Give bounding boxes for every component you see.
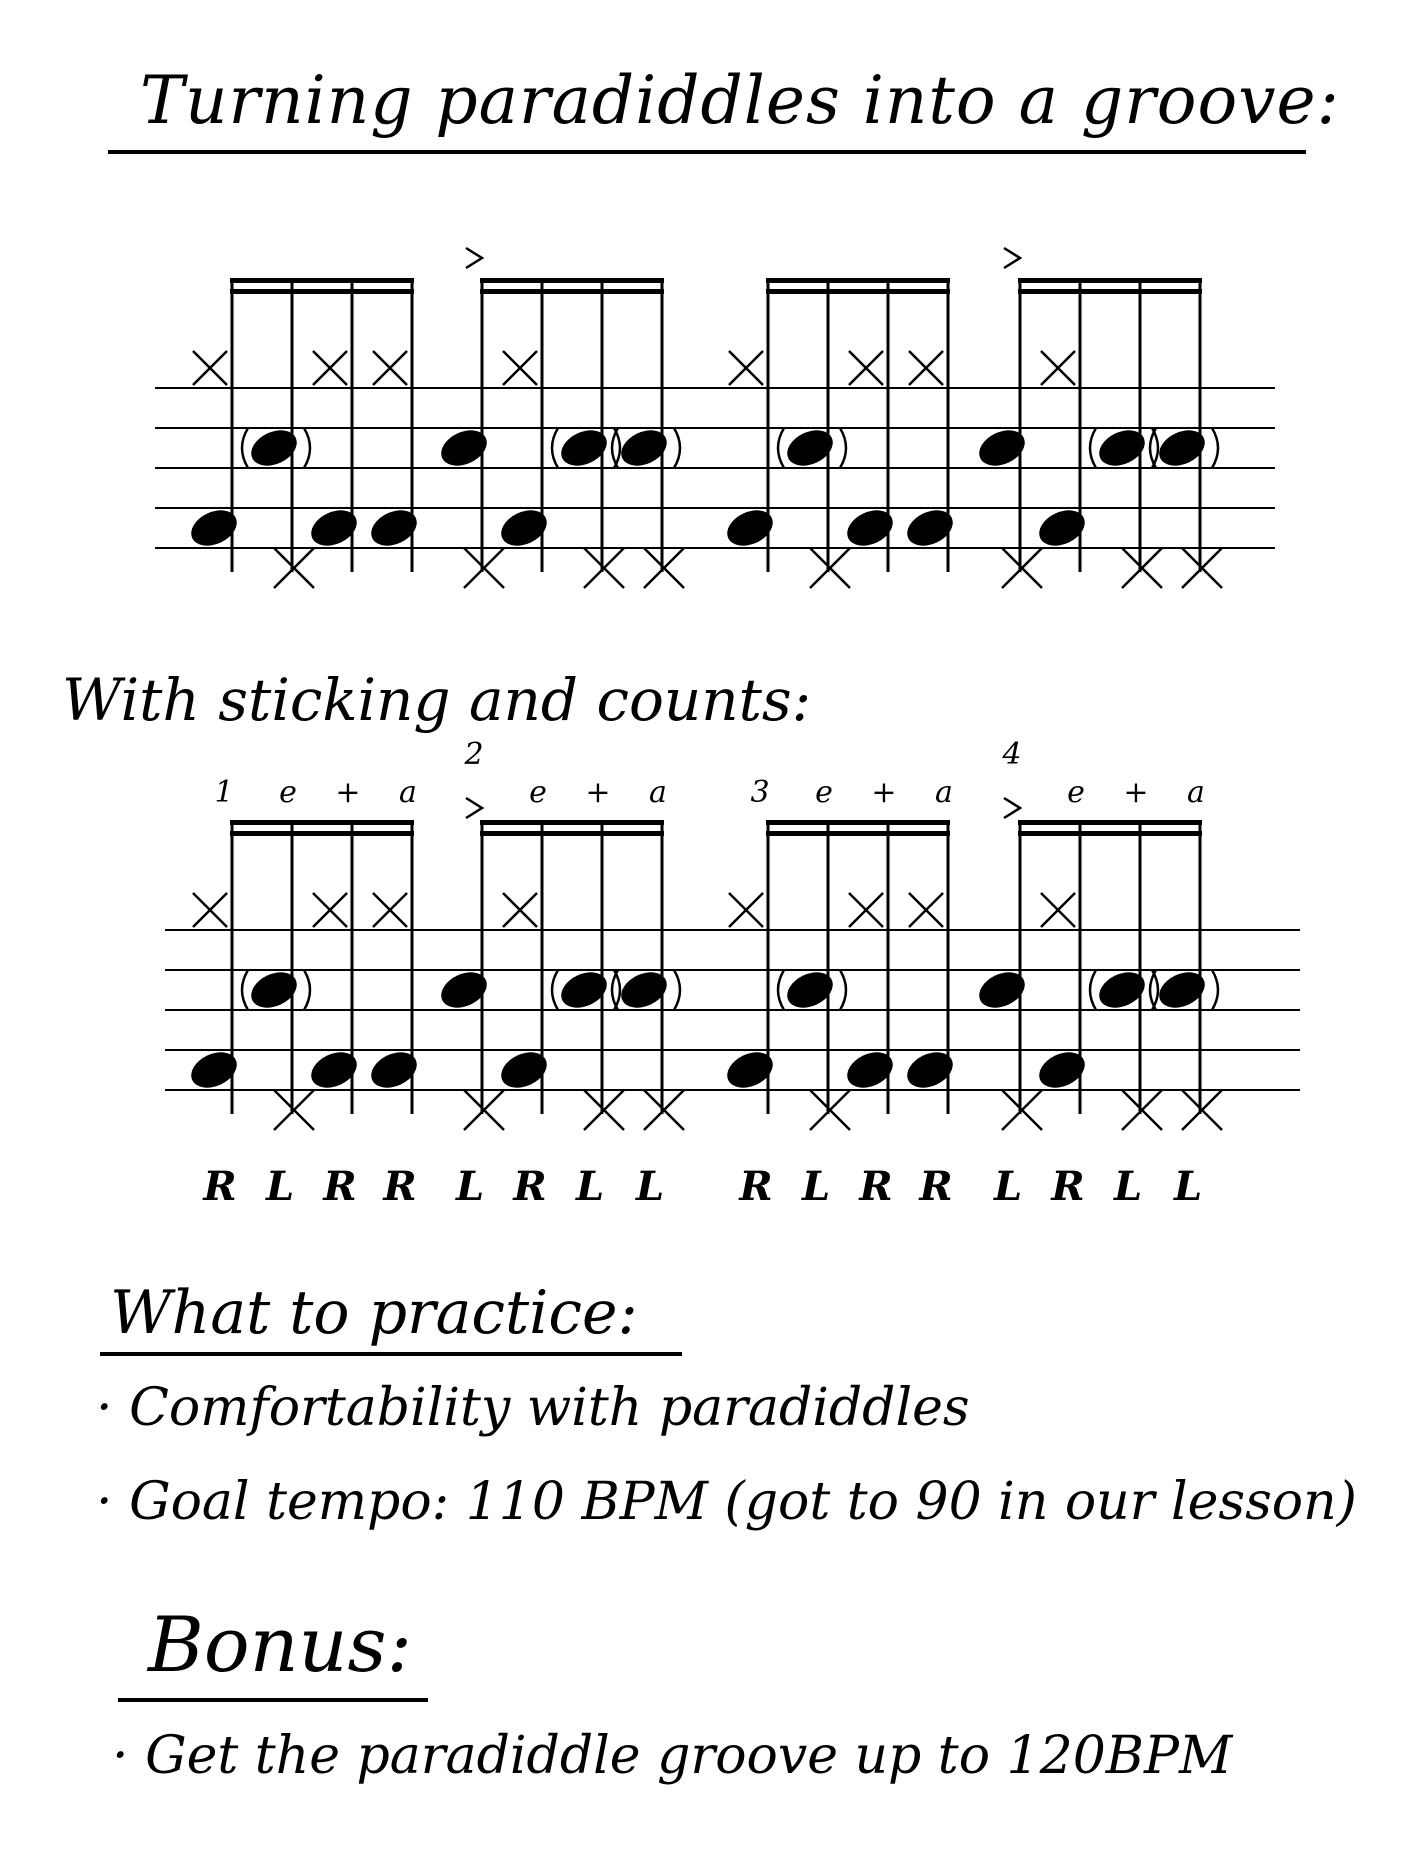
ghost-paren bbox=[674, 428, 680, 468]
sticking-letter: L bbox=[265, 1163, 295, 1210]
hihat-note bbox=[729, 893, 763, 927]
bass-note bbox=[721, 1045, 778, 1094]
practice-item-text: Comfortability with paradiddles bbox=[129, 1378, 970, 1438]
snare-note bbox=[615, 965, 672, 1014]
note-beam bbox=[480, 289, 664, 294]
bass-note bbox=[365, 503, 422, 552]
ghost-paren bbox=[304, 428, 310, 468]
note-beam bbox=[766, 831, 950, 836]
subdivision-count: e bbox=[279, 775, 297, 810]
hihat-note bbox=[1002, 548, 1042, 588]
bass-note bbox=[305, 1045, 362, 1094]
sticking-letter: L bbox=[455, 1163, 485, 1210]
practice-underline bbox=[100, 1352, 682, 1356]
hihat-note bbox=[729, 351, 763, 385]
ghost-paren bbox=[242, 970, 248, 1010]
practice-item: · Comfortability with paradiddles bbox=[96, 1378, 970, 1438]
beat-count: 2 bbox=[464, 740, 484, 772]
bass-note bbox=[901, 503, 958, 552]
ghost-paren bbox=[304, 970, 310, 1010]
hihat-note bbox=[1182, 1090, 1222, 1130]
subdivision-count: + bbox=[585, 775, 611, 810]
title-underline bbox=[108, 150, 1306, 154]
hihat-note bbox=[644, 1090, 684, 1130]
snare-note bbox=[435, 423, 492, 472]
snare-note bbox=[245, 423, 302, 472]
snare-note bbox=[1093, 965, 1150, 1014]
accent-mark bbox=[1004, 798, 1020, 818]
sticking-letter: R bbox=[859, 1163, 893, 1210]
bass-note bbox=[1033, 1045, 1090, 1094]
note-beam bbox=[766, 278, 950, 283]
snare-note bbox=[555, 965, 612, 1014]
ghost-paren bbox=[778, 970, 784, 1010]
hihat-note bbox=[644, 548, 684, 588]
hihat-note bbox=[909, 893, 943, 927]
ghost-paren bbox=[1212, 428, 1218, 468]
snare-note bbox=[245, 965, 302, 1014]
subdivision-count: + bbox=[871, 775, 897, 810]
bass-note bbox=[495, 1045, 552, 1094]
subdivision-count: e bbox=[815, 775, 833, 810]
accent-mark bbox=[466, 798, 482, 818]
sticking-letter: R bbox=[513, 1163, 547, 1210]
sticking-letter: R bbox=[739, 1163, 773, 1210]
groove-notation-with-counts bbox=[0, 740, 1404, 1230]
bass-note bbox=[305, 503, 362, 552]
hihat-note bbox=[909, 351, 943, 385]
sticking-letter: R bbox=[919, 1163, 953, 1210]
bass-note bbox=[721, 503, 778, 552]
snare-note bbox=[781, 965, 838, 1014]
subdivision-count: + bbox=[1123, 775, 1149, 810]
hihat-note bbox=[313, 893, 347, 927]
sticking-letter: L bbox=[635, 1163, 665, 1210]
hihat-note bbox=[849, 351, 883, 385]
hihat-note bbox=[1182, 548, 1222, 588]
beat-count: 4 bbox=[1002, 740, 1022, 772]
bass-note bbox=[495, 503, 552, 552]
snare-note bbox=[1153, 965, 1210, 1014]
practice-item: · Goal tempo: 110 BPM (got to 90 in our lesson) bbox=[96, 1472, 1357, 1532]
note-beam bbox=[230, 820, 414, 825]
subdivision-count: a bbox=[935, 775, 953, 810]
hihat-note bbox=[193, 893, 227, 927]
snare-note bbox=[615, 423, 672, 472]
hihat-note bbox=[1122, 1090, 1162, 1130]
hihat-note bbox=[1002, 1090, 1042, 1130]
bass-note bbox=[185, 503, 242, 552]
note-beam bbox=[766, 289, 950, 294]
subdivision-count: e bbox=[1067, 775, 1085, 810]
subdivision-count: + bbox=[335, 775, 361, 810]
hihat-note bbox=[313, 351, 347, 385]
bass-note bbox=[901, 1045, 958, 1094]
sticking-letter: L bbox=[1173, 1163, 1203, 1210]
sticking-letter: R bbox=[1051, 1163, 1085, 1210]
ghost-paren bbox=[552, 970, 558, 1010]
section-subtitle: With sticking and counts: bbox=[62, 666, 812, 734]
bonus-item: · Get the paradiddle groove up to 120BPM bbox=[112, 1726, 1233, 1786]
hihat-note bbox=[274, 1090, 314, 1130]
subdivision-count: a bbox=[399, 775, 417, 810]
sticking-letter: R bbox=[203, 1163, 237, 1210]
note-beam bbox=[1018, 289, 1202, 294]
hihat-note bbox=[373, 893, 407, 927]
subdivision-count: a bbox=[1187, 775, 1205, 810]
note-beam bbox=[230, 289, 414, 294]
snare-note bbox=[973, 965, 1030, 1014]
bonus-item-text: Get the paradiddle groove up to 120BPM bbox=[145, 1726, 1233, 1786]
ghost-paren bbox=[242, 428, 248, 468]
subdivision-count: e bbox=[529, 775, 547, 810]
hihat-note bbox=[584, 548, 624, 588]
practice-item-text: Goal tempo: 110 BPM (got to 90 in our lesson) bbox=[129, 1472, 1357, 1532]
hihat-note bbox=[584, 1090, 624, 1130]
bass-note bbox=[365, 1045, 422, 1094]
hihat-note bbox=[274, 548, 314, 588]
hihat-note bbox=[464, 1090, 504, 1130]
sticking-letter: L bbox=[1113, 1163, 1143, 1210]
ghost-paren bbox=[1090, 970, 1096, 1010]
note-beam bbox=[230, 831, 414, 836]
snare-note bbox=[1153, 423, 1210, 472]
bass-note bbox=[841, 503, 898, 552]
snare-note bbox=[555, 423, 612, 472]
bonus-underline bbox=[118, 1698, 428, 1702]
ghost-paren bbox=[674, 970, 680, 1010]
ghost-paren bbox=[778, 428, 784, 468]
beat-count: 1 bbox=[214, 775, 234, 810]
hihat-note bbox=[503, 351, 537, 385]
snare-note bbox=[781, 423, 838, 472]
note-beam bbox=[1018, 278, 1202, 283]
hihat-note bbox=[193, 351, 227, 385]
hihat-note bbox=[503, 893, 537, 927]
ghost-paren bbox=[1212, 970, 1218, 1010]
subdivision-count: a bbox=[649, 775, 667, 810]
hihat-note bbox=[849, 893, 883, 927]
bass-note bbox=[1033, 503, 1090, 552]
snare-note bbox=[1093, 423, 1150, 472]
groove-notation bbox=[0, 220, 1404, 600]
sticking-letter: L bbox=[993, 1163, 1023, 1210]
bass-note bbox=[841, 1045, 898, 1094]
bass-note bbox=[185, 1045, 242, 1094]
accent-mark bbox=[1004, 248, 1020, 268]
ghost-paren bbox=[552, 428, 558, 468]
snare-note bbox=[435, 965, 492, 1014]
sticking-letter: R bbox=[323, 1163, 357, 1210]
note-beam bbox=[1018, 831, 1202, 836]
sticking-letter: L bbox=[575, 1163, 605, 1210]
beat-count: 3 bbox=[750, 775, 770, 810]
sticking-letter: R bbox=[383, 1163, 417, 1210]
bonus-heading: Bonus: bbox=[148, 1600, 413, 1689]
hihat-note bbox=[1041, 351, 1075, 385]
practice-heading: What to practice: bbox=[110, 1278, 638, 1348]
note-beam bbox=[480, 278, 664, 283]
snare-note bbox=[973, 423, 1030, 472]
hihat-note bbox=[373, 351, 407, 385]
note-beam bbox=[230, 278, 414, 283]
note-beam bbox=[1018, 820, 1202, 825]
note-beam bbox=[766, 820, 950, 825]
ghost-paren bbox=[840, 428, 846, 468]
hihat-note bbox=[810, 1090, 850, 1130]
sticking-letter: L bbox=[801, 1163, 831, 1210]
hihat-note bbox=[1041, 893, 1075, 927]
hihat-note bbox=[1122, 548, 1162, 588]
page-title: Turning paradiddles into a groove: bbox=[140, 62, 1340, 139]
hihat-note bbox=[464, 548, 504, 588]
note-beam bbox=[480, 831, 664, 836]
ghost-paren bbox=[840, 970, 846, 1010]
ghost-paren bbox=[1090, 428, 1096, 468]
note-beam bbox=[480, 820, 664, 825]
hihat-note bbox=[810, 548, 850, 588]
accent-mark bbox=[466, 248, 482, 268]
